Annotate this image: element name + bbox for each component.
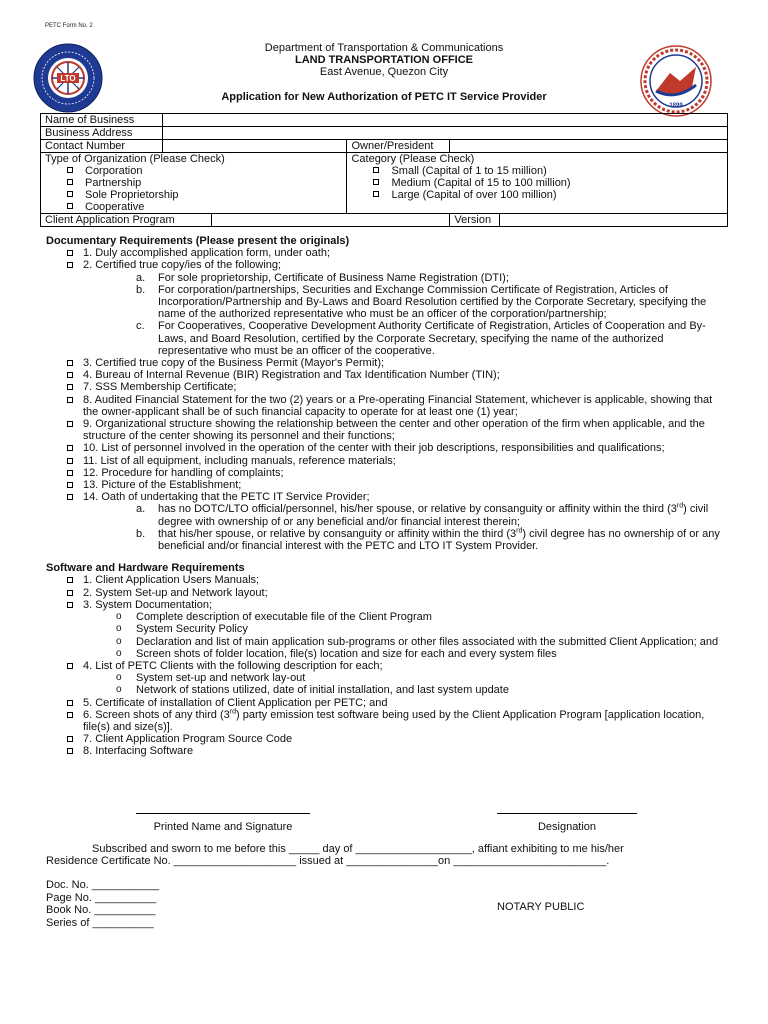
- sw-item-3d: o Screen shots of folder location, file(s) location and size for each and every system files: [116, 647, 557, 660]
- doc-item-2a: a. For sole proprietorship, Certificate of Business Name Registration (DTI);: [136, 271, 509, 284]
- page-no-field[interactable]: Page No. __________: [46, 891, 157, 904]
- checkbox-icon[interactable]: [67, 736, 73, 742]
- oath-line-1: Subscribed and sworn to me before this _____ day of ___________________, affiant exhibiting to me his/her: [92, 843, 624, 855]
- sw-item-8: 8. Interfacing Software: [46, 745, 728, 757]
- doc-item-2: 2. Certified true copy/ies of the following;: [46, 259, 728, 271]
- bullet-circle-icon: o: [116, 635, 122, 647]
- sw-item-2: 2. System Set-up and Network layout;: [46, 587, 728, 599]
- department-name: Department of Transportation & Communications: [264, 42, 504, 54]
- business-address-field[interactable]: [162, 127, 727, 140]
- dotc-seal-year: 1899: [669, 103, 683, 109]
- checkbox-icon[interactable]: [373, 179, 379, 185]
- business-name-field[interactable]: [162, 114, 727, 127]
- checkbox-icon[interactable]: [373, 191, 379, 197]
- doc-item-11: 11. List of all equipment, including manuals, reference materials;: [46, 455, 728, 467]
- bullet-circle-icon: o: [116, 623, 122, 635]
- doc-item-10: 10. List of personnel involved in the operation of the center with their job descriptions, responsibilities and qualifications;: [46, 442, 728, 454]
- designation-block: [497, 813, 637, 833]
- checkbox-icon[interactable]: [67, 602, 73, 608]
- contact-number-field[interactable]: [162, 140, 347, 153]
- form-title: Application for New Authorization of PETC IT Service Provider: [221, 91, 547, 103]
- checkbox-icon[interactable]: [67, 191, 73, 197]
- checkbox-icon[interactable]: [67, 700, 73, 706]
- sw-item-4a: o System set-up and network lay-out: [116, 672, 306, 685]
- checkbox-icon[interactable]: [67, 250, 73, 256]
- contact-number-label: Contact Number: [41, 140, 163, 153]
- category-label: Category (Please Check): [351, 153, 475, 165]
- checkbox-icon[interactable]: [67, 470, 73, 476]
- sw-item-4b: o Network of stations utilized, date of initial installation, and last system update: [116, 684, 509, 697]
- client-program-label: Client Application Program: [41, 214, 212, 227]
- category-option-large[interactable]: Large (Capital of over 100 million): [351, 189, 723, 201]
- client-program-field[interactable]: [211, 214, 450, 227]
- checkbox-icon[interactable]: [67, 397, 73, 403]
- bullet-circle-icon: o: [116, 672, 122, 684]
- applicant-info-table: [40, 113, 728, 227]
- checkbox-icon[interactable]: [67, 458, 73, 464]
- lto-seal-text: LTO: [60, 74, 76, 83]
- org-option-sole-proprietorship[interactable]: Sole Proprietorship: [45, 189, 342, 201]
- notarial-register-block: [46, 879, 159, 929]
- doc-item-4: 4. Bureau of Internal Revenue (BIR) Registration and Tax Identification Number (TIN);: [46, 369, 728, 381]
- book-no-field[interactable]: Book No. __________: [46, 904, 156, 916]
- checkbox-icon[interactable]: [67, 445, 73, 451]
- sw-item-5: 5. Certificate of installation of Client Application per PETC; and: [46, 697, 728, 709]
- oath-statement: [46, 843, 728, 867]
- doc-item-1: 1. Duly accomplished application form, under oath;: [46, 247, 728, 259]
- business-name-label: Name of Business: [41, 114, 163, 127]
- doc-item-13: 13. Picture of the Establishment;: [46, 479, 728, 491]
- form-number: PETC Form No. 2: [45, 23, 93, 29]
- sw-item-3a: o Complete description of executable file of the Client Program: [116, 611, 432, 624]
- checkbox-icon[interactable]: [67, 663, 73, 669]
- sw-item-6: 6. Screen shots of any third (3rd) party emission test software being used by the Client Application Program [application location, file(s) and size(s)].: [46, 709, 728, 733]
- doc-item-14: 14. Oath of undertaking that the PETC IT Service Provider;: [46, 491, 728, 503]
- category-option-small[interactable]: Small (Capital of 1 to 15 million): [351, 165, 723, 177]
- version-label: Version: [450, 214, 500, 227]
- business-address-label: Business Address: [41, 127, 163, 140]
- checkbox-icon[interactable]: [67, 421, 73, 427]
- category-cell: [347, 153, 728, 214]
- sw-item-3b: o System Security Policy: [116, 623, 248, 636]
- doc-item-2c: c. For Cooperatives, Cooperative Development Authority Certificate of Registration, Articles of Cooperation and By-Laws, and Board Resolution, certified by the Corporate Secretary, specifying the name of the authorized representative who must be an officer of the cooperative.: [136, 320, 706, 357]
- sw-item-3: 3. System Documentation;: [46, 599, 728, 611]
- doc-no-field[interactable]: Doc. No. ___________: [46, 879, 160, 891]
- checkbox-icon[interactable]: [67, 203, 73, 209]
- bullet-circle-icon: o: [116, 611, 122, 623]
- doc-item-14a: a. has no DOTC/LTO official/personnel, his/her spouse, or relative by consanguity or affinity within the third (3rd) civil degree with ownership of or any beneficial and/or financial interest therein;: [136, 502, 709, 528]
- designation-label: Designation: [537, 821, 597, 833]
- checkbox-icon[interactable]: [67, 179, 73, 185]
- doc-item-14b: b. that his/her spouse, or relative by consanguity or affinity within the third (3rd) civil degree has no ownership of or any beneficial and/or financial interest with the PETC and LTO IT System Provider.: [136, 527, 720, 553]
- checkbox-icon[interactable]: [67, 748, 73, 754]
- documentary-requirements-title: Documentary Requirements (Please present the originals): [46, 235, 350, 247]
- doc-item-3: 3. Certified true copy of the Business Permit (Mayor's Permit);: [46, 357, 728, 369]
- software-requirements-title: Software and Hardware Requirements: [46, 562, 245, 575]
- requirements-content: [46, 235, 728, 758]
- checkbox-icon[interactable]: [67, 360, 73, 366]
- owner-field[interactable]: [450, 140, 728, 153]
- printed-name-signature-line[interactable]: [136, 813, 310, 821]
- bullet-circle-icon: o: [116, 684, 122, 696]
- office-name: LAND TRANSPORTATION OFFICE: [294, 54, 474, 66]
- sw-item-4: 4. List of PETC Clients with the following description for each;: [46, 660, 728, 672]
- checkbox-icon[interactable]: [67, 262, 73, 268]
- checkbox-icon[interactable]: [67, 372, 73, 378]
- doc-item-9: 9. Organizational structure showing the relationship between the center and other operation of the firm when applicable, and the structure of the center showing its personnel and their functions;: [46, 418, 728, 442]
- doc-item-12: 12. Procedure for handling of complaints;: [46, 467, 728, 479]
- organization-type-label: Type of Organization (Please Check): [45, 153, 225, 165]
- printed-name-signature-block: [136, 813, 310, 833]
- version-field[interactable]: [500, 214, 728, 227]
- page-header: [0, 42, 768, 103]
- checkbox-icon[interactable]: [67, 590, 73, 596]
- checkbox-icon[interactable]: [67, 494, 73, 500]
- series-field[interactable]: Series of __________: [46, 916, 154, 929]
- category-option-medium[interactable]: Medium (Capital of 15 to 100 million): [351, 177, 723, 189]
- org-option-cooperative[interactable]: Cooperative: [45, 201, 342, 213]
- sw-item-1: 1. Client Application Users Manuals;: [46, 574, 728, 586]
- office-address: East Avenue, Quezon City: [319, 66, 449, 78]
- owner-label: Owner/President: [347, 140, 450, 153]
- checkbox-icon[interactable]: [373, 167, 379, 173]
- org-option-corporation[interactable]: Corporation: [45, 165, 342, 177]
- checkbox-icon[interactable]: [67, 577, 73, 583]
- notary-public-label: NOTARY PUBLIC: [497, 901, 585, 913]
- designation-line[interactable]: [497, 813, 637, 821]
- checkbox-icon[interactable]: [67, 167, 73, 173]
- sw-item-3c: o Declaration and list of main application sub-programs or other files associated with the submitted Client Application; and: [116, 635, 719, 648]
- doc-item-7: 7. SSS Membership Certificate;: [46, 381, 728, 393]
- checkbox-icon[interactable]: [67, 482, 73, 488]
- oath-line-2: Residence Certificate No. ____________________ issued at _______________on _________________________.: [46, 855, 610, 867]
- sw-item-7: 7. Client Application Program Source Code: [46, 733, 728, 745]
- printed-name-signature-label: Printed Name and Signature: [153, 821, 293, 833]
- doc-item-8: 8. Audited Financial Statement for the two (2) years or a Pre-operating Financial Statement, whichever is applicable, showing that the owner-applicant shall be of such financial capacity to operate for at least one (1) year;: [46, 394, 728, 418]
- checkbox-icon[interactable]: [67, 712, 73, 718]
- checkbox-icon[interactable]: [67, 384, 73, 390]
- doc-item-2b: b. For corporation/partnerships, Securities and Exchange Commission Certificate of Registration, Articles of Incorporation/Partnership and By-Laws and Board Resolution certified by the Corporate Secretary, specifying the name of the authorized representative who must be an officer of the corporation/partnership;: [136, 283, 707, 321]
- organization-type-cell: [41, 153, 347, 214]
- bullet-circle-icon: o: [116, 647, 122, 659]
- org-option-partnership[interactable]: Partnership: [45, 177, 342, 189]
